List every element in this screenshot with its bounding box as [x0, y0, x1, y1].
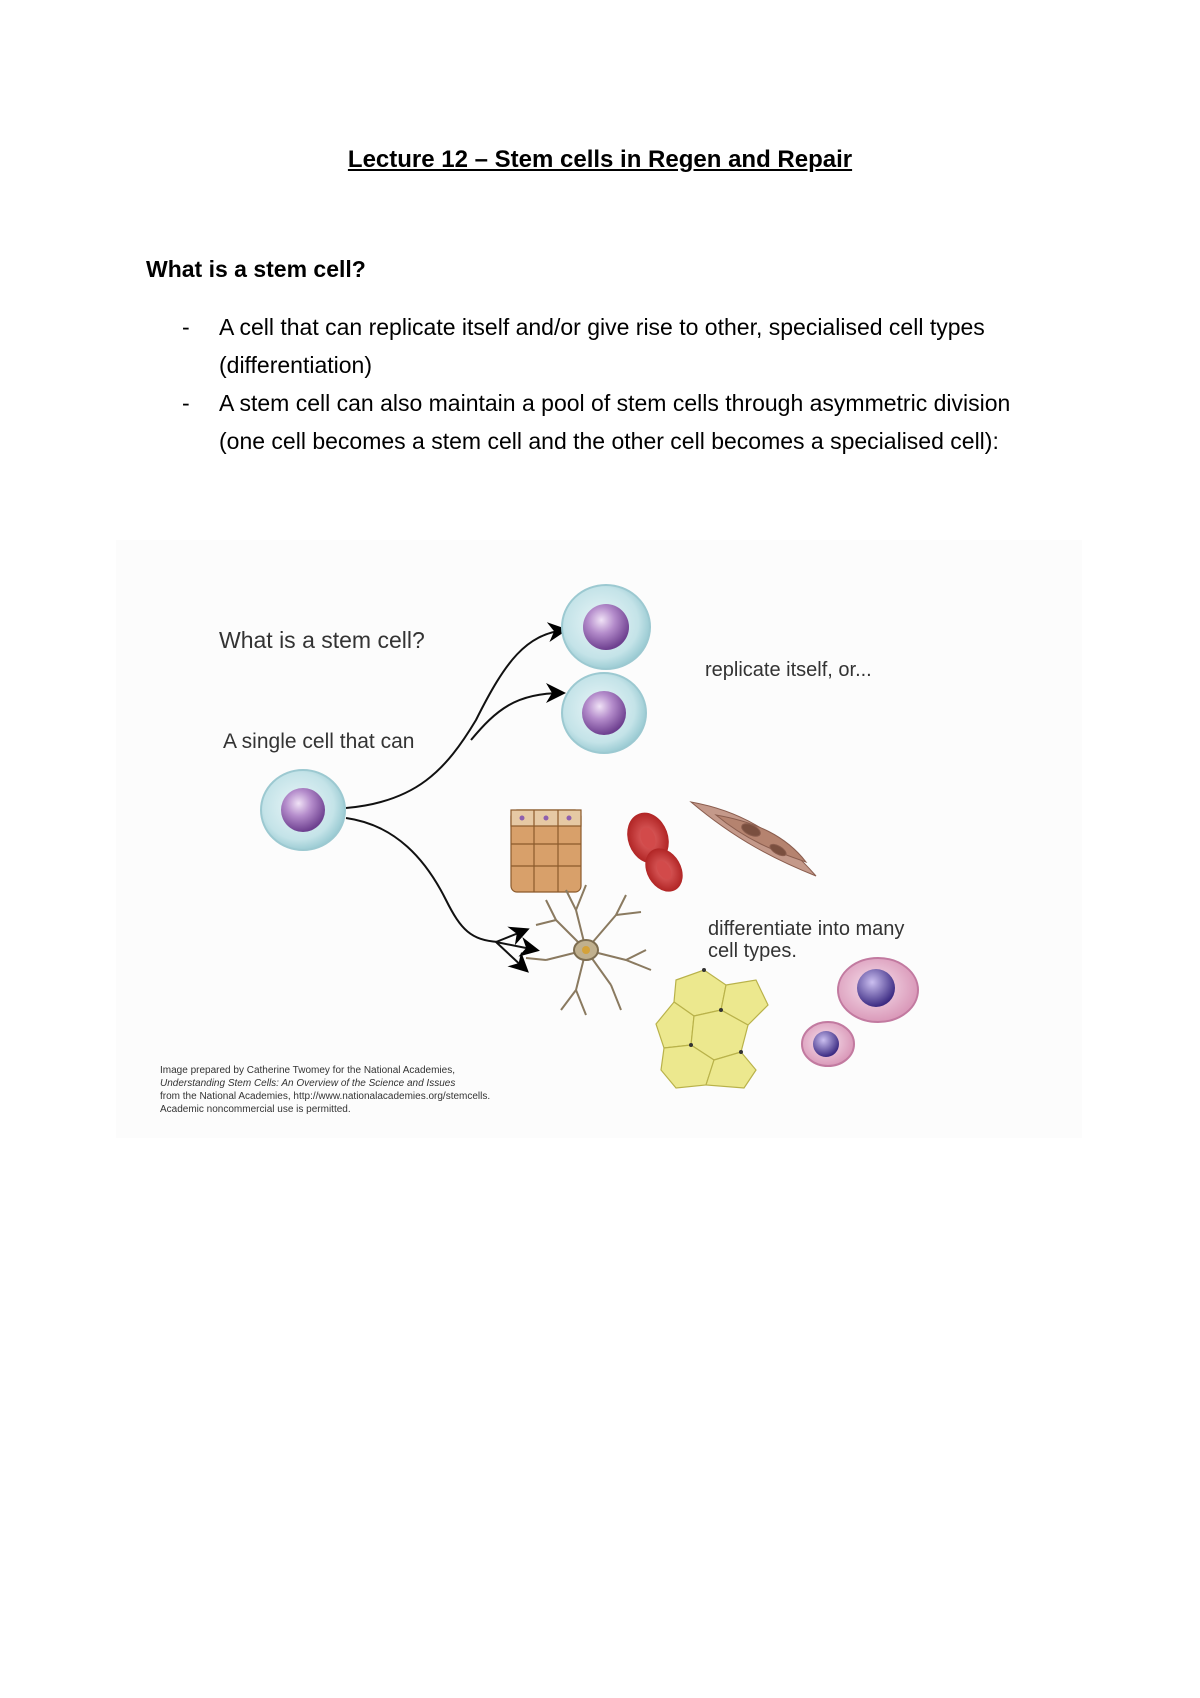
replicate-label: replicate itself, or...: [705, 659, 872, 681]
replicated-cell-icon: [562, 585, 650, 669]
figure-heading: What is a stem cell?: [219, 627, 425, 653]
stem-cell-icon: [261, 770, 345, 850]
list-item: [182, 308, 1032, 384]
epithelial-cells-icon: [511, 810, 581, 892]
white-blood-cell-icon: [838, 958, 918, 1022]
stem-cell-figure: [116, 540, 1082, 1138]
section-heading: What is a stem cell?: [146, 256, 366, 282]
list-item: [182, 384, 1032, 460]
single-cell-label: A single cell that can: [223, 730, 415, 753]
bullet-text: A cell that can replicate itself and/or give rise to other, specialised cell types (differentiation): [219, 314, 985, 378]
credit-line: Image prepared by Catherine Twomey for the National Academies,: [160, 1065, 455, 1076]
credit-line: from the National Academies, http://www.nationalacademies.org/stemcells.: [160, 1091, 491, 1102]
white-blood-cell-icon: [802, 1022, 854, 1066]
replicated-cell-icon: [562, 673, 646, 753]
page-title: Lecture 12 – Stem cells in Regen and Repair: [347, 146, 853, 173]
credit-line: Understanding Stem Cells: An Overview of the Science and Issues: [160, 1078, 456, 1089]
credit-line: Academic noncommercial use is permitted.: [160, 1104, 351, 1115]
bullet-list: [182, 308, 1032, 460]
differentiate-label: differentiate into many: [708, 918, 905, 940]
bullet-marker: -: [182, 314, 190, 340]
bullet-marker: -: [182, 390, 190, 416]
bullet-text: A stem cell can also maintain a pool of stem cells through asymmetric division (one cell becomes a stem cell and the other cell becomes a specialised cell):: [219, 390, 1011, 454]
differentiate-label-2: cell types.: [708, 940, 797, 962]
